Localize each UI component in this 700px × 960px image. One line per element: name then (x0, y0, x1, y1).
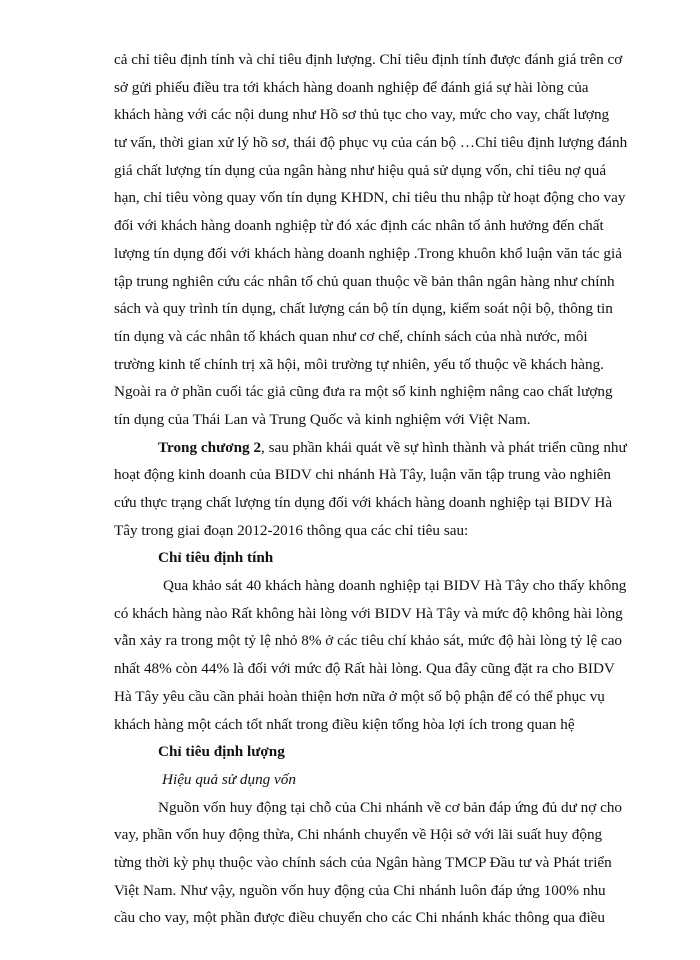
text-line: từng thời kỳ phụ thuộc vào chính sách của Ngân hàng TMCP Đầu tư và Phát triển (114, 853, 612, 871)
text-line: tín dụng và các nhân tố khách quan như cơ chế, chính sách của nhà nước, môi (114, 327, 588, 345)
paragraph-capital-efficiency (114, 794, 623, 932)
text-line: lượng tín dụng đối với khách hàng doanh nghiệp .Trong khuôn khổ luận văn tác giả (114, 244, 622, 262)
text-line: khách hàng với các nội dung như Hồ sơ thủ tục cho vay, mức cho vay, chất lượng (114, 106, 610, 124)
text-line: sở gửi phiếu điều tra tới khách hàng doanh nghiệp để đánh giá sự hài lòng của (114, 78, 589, 96)
text-line: tư vấn, thời gian xử lý hồ sơ, thái độ phục vụ của cán bộ …Chỉ tiêu định lượng đánh (114, 134, 628, 152)
text-line: hoạt động kinh doanh của BIDV chi nhánh Hà Tây, luận văn tập trung vào nghiên (114, 466, 611, 484)
text-line: cứu thực trạng chất lượng tín dụng đối với khách hàng doanh nghiệp tại BIDV Hà (114, 494, 613, 511)
text-line: cầu cho vay, một phần được điều chuyển cho các Chi nhánh khác thông qua điều (114, 909, 605, 927)
subheading-capital-efficiency: Hiệu quả sử dụng vốn (162, 770, 296, 788)
text-line: hạn, chỉ tiêu vòng quay vốn tín dụng KHDN, chỉ tiêu thu nhập từ hoạt động cho vay (114, 189, 626, 207)
text-line: vẫn xảy ra trong một tỷ lệ nhỏ 8% ở các tiêu chí khảo sát, mức độ hài lòng tỷ lệ cao (114, 632, 623, 650)
paragraph-qualitative (114, 572, 627, 738)
text-line: sách và quy trình tín dụng, chất lượng cán bộ tín dụng, kiểm soát nội bộ, thông tin (114, 300, 613, 318)
text-line: Hà Tây yêu cầu cần phải hoàn thiện hơn nữa ở một số bộ phận để có thể phục vụ (114, 687, 605, 705)
text-line: trường kinh tế chính trị xã hội, môi trường tự nhiên, yếu tố thuộc về khách hàng. (114, 355, 604, 373)
text-line: tập trung nghiên cứu các nhân tố chủ quan thuộc về bản thân ngân hàng như chính (114, 272, 615, 290)
text-line: Ngoài ra ở phần cuối tác giả cũng đưa ra một số kinh nghiệm nâng cao chất lượng (114, 383, 613, 401)
chapter2-lead-rest: , sau phần khái quát về sự hình thành và phát triển cũng như (261, 438, 627, 456)
text-line: cả chỉ tiêu định tính và chỉ tiêu định lượng. Chỉ tiêu định tính được đánh giá trên cơ (114, 51, 623, 68)
text-line: Việt Nam. Như vậy, nguồn vốn huy động của Chi nhánh luôn đáp ứng 100% nhu (114, 881, 606, 899)
document-page (114, 46, 628, 932)
text-line: khách hàng một cách tốt nhất trong điều kiện tổng hòa lợi ích trong quan hệ (114, 715, 575, 733)
text-line (114, 434, 627, 462)
paragraph-chapter2-summary (114, 434, 627, 545)
text-line: vay, phần vốn huy động thừa, Chi nhánh chuyển về Hội sở với lãi suất huy động (114, 826, 603, 844)
chapter2-lead: Trong chương 2 (158, 438, 262, 456)
heading-quantitative: Chỉ tiêu định lượng (158, 743, 285, 761)
text-line: giá chất lượng tín dụng của ngân hàng như hiệu quả sử dụng vốn, chỉ tiêu nợ quá (114, 161, 607, 179)
text-line: Tây trong giai đoạn 2012-2016 thông qua các chỉ tiêu sau: (114, 521, 469, 539)
heading-qualitative: Chỉ tiêu định tính (158, 549, 274, 567)
text-line: đối với khách hàng doanh nghiệp từ đó xác định các nhân tố ảnh hưởng đến chất (114, 217, 604, 235)
paragraph-chapter1-summary (114, 46, 628, 434)
text-line: có khách hàng nào Rất không hài lòng với BIDV Hà Tây và mức độ không hài lòng (114, 604, 623, 622)
text-line: Nguồn vốn huy động tại chỗ của Chi nhánh về cơ bản đáp ứng đủ dư nợ cho (158, 798, 623, 816)
text-line: tín dụng của Thái Lan và Trung Quốc và kinh nghiệm với Việt Nam. (114, 410, 531, 428)
text-line: Qua khảo sát 40 khách hàng doanh nghiệp tại BIDV Hà Tây cho thấy không (163, 577, 627, 595)
text-line: nhất 48% còn 44% là đối với mức độ Rất hài lòng. Qua đây cũng đặt ra cho BIDV (114, 660, 615, 678)
